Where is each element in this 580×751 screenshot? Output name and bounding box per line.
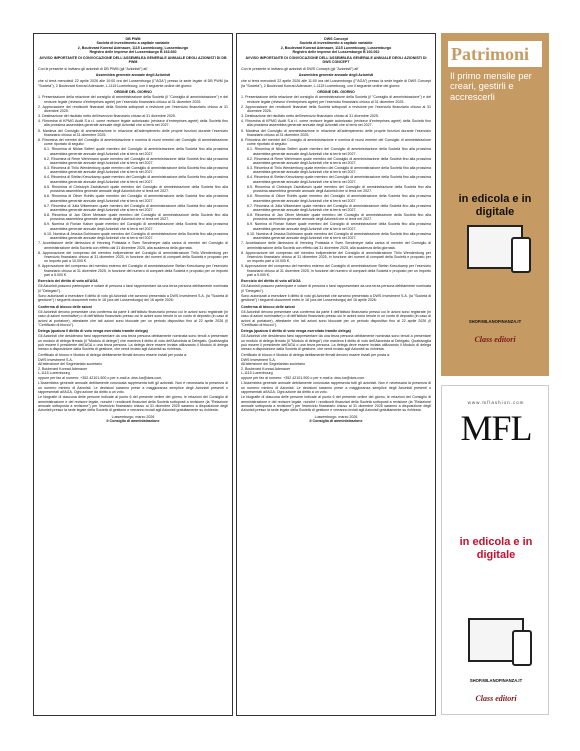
patrimoni-brand-text: Patrimoni: [451, 44, 529, 64]
cert-text: Certificato di blocco e Modulo di delega debitamente firmati devono essere inviati per posta a:: [241, 352, 391, 357]
agenda-subitem: 6.3. Rinomina di Thilo Wendenburg quale membro del Consiglio di amministrazione della Società fino alla prossima assemblea generale annuale degli Azionisti che si terrà nel 2027.: [44, 166, 228, 175]
agenda-item: 4. Rinomina di KPMG Audit S.à r.l. come revisore legale autorizzato (réviseur d'entreprises agréé) della Società fino alla prossima assemblea generale annuale degli Azionisti che si terrà nel 2027.: [241, 119, 431, 128]
address-line: DWS Investment S.A.: [38, 357, 73, 362]
address-line: L-1115 Luxembourg: [38, 370, 70, 375]
agenda-subitem: 6.2. Rinomina di Rene Wehrmann quale membro del Consiglio di amministrazione della Società fino alla prossima assemblea generale annuale degli Azionisti che si terrà nel 2027.: [247, 156, 431, 165]
majority-text: L'Assemblea generale annuale debitamente convocata rappresenta tutti gli azionisti. Non è necessaria la presenza di un numero minimo di Azionisti. Le decisioni saranno prese a maggioranza semplice degli Azionisti presenti o rappresentati all'AGA. Ogni azione dà diritto a un voto.: [241, 381, 431, 395]
proxy-heading: Delega (qualora il diritto di voto venga esercitato tramite delega): [241, 329, 351, 334]
agenda-subitem: 6.4. Rinomina di Stefan Kreuzkamp quale membro del Consiglio di amministrazione della Società fino alla prossima assemblea generale annuale degli Azionisti che si terrà nel 2027.: [44, 175, 228, 184]
proxy-text: Gli Azionisti che desiderano farsi rappresentare da una terza persona debitamente nominata sono tenuti a presentare un modulo di delega firmato (il "Modulo di delega") che manleva il diritto di voto dell'Azionista al Delegato. Qualsivoglia può essere il presidente dell'AGA o una terza persona. La delega deve essere inviata utilizzando il Modulo di delega messo a disposizione dalla Società di gestione, che verrà inviato agli Azionisti su richiesta.: [38, 334, 228, 352]
address-line: L-1115 Luxembourg: [241, 370, 273, 375]
documents-text: Le biografie di ciascuna delle persone indicate al punto 6 del presente ordine del giorno, le relazioni del Consiglio di amministrazione e del revisore legale, nonché i rendiconti finanziari della Società sottoposti a revisione (la "Relazione annuale sottoposta a revisione") per l'esercizio finanziario chiuso al 31 dicembre 2025 saranno a disposizione degli Azionisti presso la sede legale della Società di gestione e verranno inviati agli Azionisti gratuitamente su richiesta.: [38, 395, 228, 413]
company-name: DB PWM: [125, 37, 141, 41]
fax-text: oppure per fax al numero: +352 42101-900 o per e-mail a: dws.lux@dws.com.: [38, 376, 163, 381]
address-line: 2, Boulevard Konrad Adenauer: [241, 366, 291, 371]
patrimoni-shop-link[interactable]: SHOP.MILANOFINANZA.IT: [468, 319, 522, 324]
patrimoni-logo: [448, 41, 542, 67]
agenda-item: 6. Rinomina dei membri del Consiglio di amministrazione e nomina di nuovi membri del Consiglio di amministrazione come riportato di seguito:: [241, 137, 431, 147]
company-desc: Società di investimento a capitale variabile: [299, 41, 373, 46]
block-heading: Conferma di blocco delle azioni: [38, 304, 92, 309]
agenda-item: 9. Approvazione del compenso del membro esterno del Consiglio di amministrazione Stefan Kreuzkamp per l'esercizio finanziario chiuso al 31 dicembre 2025, in funzione del numero di comparti della Società e proposto per un importo pari a 5.000 €.: [241, 264, 431, 277]
agenda-item: 3. Destinazione del risultato netto dell'esercizio finanziario chiuso al 31 dicembre 2025.: [241, 114, 379, 119]
meeting-detail: che si terrà mercoledì 22 aprile 2026 alle 11:00 ora del Lussemburgo (l'"AGA") presso la sede legale di DWS Concept (la "Società"), 2 Boulevard Konrad Adenauer, L-1115 Luxembourg, con il seguente ordine del giorno:: [241, 79, 431, 88]
patrimoni-edicola-text: in edicola e in digitale: [458, 193, 532, 218]
agenda-subitem: 6.8. Rinomina di Jan Oliver Meissler quale membro del Consiglio di amministrazione della Società fino alla prossima assemblea generale annuale degli Azionisti che si terrà nel 2027.: [247, 213, 431, 222]
agenda-subitem: 6.7. Rinomina di Julia Witzemann quale membro del Consiglio di amministrazione della Società fino alla prossima assemblea generale annuale degli Azionisti che si terrà nel 2027.: [247, 203, 431, 212]
company-name: DWS Concept: [324, 37, 348, 41]
agenda-item: 5. Manleva del Consiglio di amministrazione in relazione all'adempimento delle proprie funzioni durante l'esercizio finanziario chiuso al 31 dicembre 2025.: [38, 128, 228, 137]
meeting-name: Assemblea generale annuale degli Azionisti: [95, 73, 171, 78]
class-editori-logo: Class editori: [474, 335, 516, 344]
meeting-detail: che si terrà mercoledì 22 aprile 2026 alle 10:00 ora del Lussemburgo (l'"AGA") presso la sede legale di DB PWM (la "Società"), 2 Boulevard Konrad Adenauer, L-1115 Luxembourg, con il seguente ordine del giorno:: [38, 79, 228, 88]
agenda-item: 3. Destinazione del risultato netto dell'esercizio finanziario chiuso al 31 dicembre 2025.: [38, 114, 176, 119]
address-line: 2, Boulevard Konrad Adenauer: [38, 366, 88, 371]
agenda-subitem: 6.5. Rinomina di Christoph Zschätzsch quale membro del Consiglio di amministrazione della Società fino alla prossima assemblea generale annuale degli Azionisti che si terrà nel 2027.: [247, 184, 431, 194]
agenda-subitem: 6.10. Nomina di Jessica Dohlmann quale membro del Consiglio di amministrazione della Società fino alla prossima assemblea generale annuale degli Azionisti che si terrà nel 2027.: [44, 231, 228, 241]
agenda-subitem: 6.10. Nomina di Jessica Dohlmann quale membro del Consiglio di amministrazione della Società fino alla prossima assemblea generale annuale degli Azionisti che si terrà nel 2027.: [247, 231, 431, 241]
vote-text: Gli Azionisti possono partecipare e votare di persona o farsi rappresentare da una terza persona debitamente nominata (il "Delegato").: [38, 284, 228, 293]
agenda-subitem: 6.1. Rinomina di Niklas Seifert quale membro del Consiglio di amministrazione della Società fino alla prossima assemblea generale annuale degli Azionisti che si terrà nel 2027.: [247, 147, 431, 156]
agenda-subitem: 6.6. Rinomina di Oliver Rohlfs quale membro del Consiglio di amministrazione della Società fino alla prossima assemblea generale annuale degli Azionisti che si terrà nel 2027.: [247, 194, 431, 203]
signature: Il Consiglio di amministrazione: [309, 418, 363, 423]
patrimoni-tagline: Il primo mensile per creari, gestirli e accrescerli: [450, 70, 532, 102]
proxy-heading: Delega (qualora il diritto di voto venga esercitato tramite delega): [38, 329, 148, 334]
company-address: 2, Boulevard Konrad Adenauer, 1115 Luxembourg, Lussemburgo: [280, 45, 392, 50]
notice-title: AVVISO IMPORTANTE DI CONVOCAZIONE DELL'ASSEMBLEA GENERALE ANNUALE DEGLI AZIONISTI DI DB PWM: [39, 56, 227, 65]
agenda-subitem: 6.9. Nomina di Florian Kaiser quale membro del Consiglio di amministrazione della Società fino alla prossima assemblea generale annuale degli Azionisti che si terrà nel 2027.: [44, 222, 228, 231]
notice-intro: Con le presente si invitano gli azionisti di DB PWM (gli "Azionisti") all': [38, 66, 148, 71]
place-date: Lussemburgo, marzo 2026: [314, 414, 358, 419]
agenda-item: 8. Approvazione del compenso del membro indipendente del Consiglio di amministrazione Thilo Wendenburg per l'esercizio finanziario chiuso al 31 dicembre 2025, in funzione dei numeri di comparti della Società e proposto per un importo pari a 10.000 €.: [241, 250, 431, 264]
vote-text: Gli Azionisti possono partecipare e votare di persona o farsi rappresentare da una terza persona debitamente nominata (il "Delegato").: [241, 284, 431, 293]
vote-heading: Esercizio del diritto di voto all'AGA: [241, 279, 301, 284]
agenda-item: 2. Approvazione dei rendiconti finanziari della Società sottoposti a revisione per l'esercizio finanziario chiuso al 31 dicembre 2025.: [38, 104, 228, 113]
block-text: Gli Azionisti devono presentare una conferma da parte il dell'istituto finanziario presso cui le azioni sono registrate (in caso di azioni nominative) o di dell'istituto finanziario presso cui le azioni sono tenute in un conto di deposito (in caso di azioni al portatore), attestante che tali azioni sono bloccate per un periodo dispositivo fino al 22 aprile 2026 (il "Certificato di blocco").: [241, 309, 431, 327]
block-text: Gli Azionisti devono presentare una conferma da parte il dell'istituto finanziario presso cui le azioni sono registrate (in caso di azioni nominative) o di dell'istituto finanziario presso cui le azioni sono tenute in un conto di deposito (in caso di azioni al portatore), attestante che tali azioni sono bloccate per un periodo dispositivo fino al 22 aprile 2026 (il "Certificato di blocco").: [38, 309, 228, 327]
majority-text: L'Assemblea generale annuale debitamente convocata rappresenta tutti gli azionisti. Non è necessaria la presenza di un numero minimo di Azionisti. Le decisioni saranno prese a maggioranza semplice degli Azionisti presenti o rappresentati all'AGA. Ogni azione dà diritto a un voto.: [38, 381, 228, 395]
agenda-item: 7. Accettazione delle dimissioni di Henning Potstada e Sven Sendmeyer dalla carica di membri del Consiglio di amministrazione della Società con effetto dal 31 dicembre 2025, alla scadenza della giornata.: [38, 241, 228, 250]
agenda-item: 2. Approvazione dei rendiconti finanziari della Società sottoposti a revisione per l'esercizio finanziario chiuso al 31 dicembre 2025.: [241, 104, 431, 113]
agenda-subitem: 6.5. Rinomina di Christoph Zschätzsch quale membro del Consiglio di amministrazione della Società fino alla prossima assemblea generale annuale degli Azionisti che si terrà nel 2027.: [44, 184, 228, 194]
agenda-subitem: 6.7. Rinomina di Julia Witzemann quale membro del Consiglio di amministrazione della Società fino alla prossima assemblea generale annuale degli Azionisti che si terrà nel 2027.: [44, 203, 228, 212]
agenda-item: 1. Presentazione della relazione del consiglio di amministrazione della Società (il "Consiglio di amministrazione") e del revisore legale (réviseur d'entreprises agréé) per l'esercizio finanziario chiuso al 31 dicembre 2025.: [241, 95, 431, 104]
agenda-item: 8. Approvazione del compenso del membro indipendente del Consiglio di amministrazione Thilo Wendenburg per l'esercizio finanziario chiuso al 31 dicembre 2025, in funzione dei numeri di comparti della Società e proposto per un importo pari a 10.000 €.: [38, 250, 228, 264]
agenda-subitem: 6.9. Nomina di Florian Kaiser quale membro del Consiglio di amministrazione della Società fino alla prossima assemblea generale annuale degli Azionisti che si terrà nel 2027.: [247, 222, 431, 231]
agenda-item: 4. Rinomina di KPMG Audit S.à r.l. come revisore legale autorizzato (réviseur d'entreprises agréé) della Società fino alla prossima assemblea generale annuale degli Azionisti che si terrà nel 2027.: [38, 119, 228, 128]
notice-dws-concept: [236, 33, 436, 716]
vote-text-2: Sono autorizzati a esercitare il diritto di voto gli Azionisti che avranno presentato a DWS Investment S.A. (la "Società di gestione") i seguenti documenti entro le 18 (ora del Lussemburgo) del 16 aprile 2026:: [241, 294, 431, 303]
company-address: 2, Boulevard Konrad Adenauer, 1115 Luxembourg, Lussemburgo: [77, 45, 189, 50]
agenda-subitem: 6.3. Rinomina di Thilo Wendenburg quale membro del Consiglio di amministrazione della Società fino alla prossima assemblea generale annuale degli Azionisti che si terrà nel 2027.: [247, 166, 431, 175]
notice-title: AVVISO IMPORTANTE DI CONVOCAZIONE DELL'ASSEMBLEA GENERALE ANNUALE DEGLI AZIONISTI DI DWS CONCEPT: [245, 56, 427, 65]
mfl-logo: MFL: [460, 408, 532, 448]
class-editori-logo: Class editori: [475, 694, 517, 703]
agenda-subitem: 6.2. Rinomina di Rene Wehrmann quale membro del Consiglio di amministrazione della Società fino alla prossima assemblea generale annuale degli Azionisti che si terrà nel 2027.: [44, 156, 228, 165]
agenda-subitem: 6.6. Rinomina di Oliver Rohlfs quale membro del Consiglio di amministrazione della Società fino alla prossima assemblea generale annuale degli Azionisti che si terrà nel 2027.: [44, 194, 228, 203]
address-line: All'attenzione del Segretariato societario: [38, 362, 103, 367]
notice-db-pwm: [33, 33, 233, 716]
mfl-url[interactable]: www.mflashion.com: [467, 400, 525, 405]
notice-intro: Con le presente si invitano gli azionisti di DWS Concept (gli "Azionisti") all': [241, 66, 359, 71]
agenda-item: 5. Manleva del Consiglio di amministrazione in relazione all'adempimento delle proprie funzioni durante l'esercizio finanziario chiuso al 31 dicembre 2025.: [241, 128, 431, 137]
agenda-subitem: 6.8. Rinomina di Jan Oliver Meissler quale membro del Consiglio di amministrazione della Società fino alla prossima assemblea generale annuale degli Azionisti che si terrà nel 2027.: [44, 213, 228, 222]
fax-text: oppure per fax al numero: +352 42101-900 o per e-mail a: dws.lux@dws.com.: [241, 376, 366, 381]
agenda-item: 6. Rinomina dei membri del Consiglio di amministrazione e nomina di nuovi membri del Consiglio di amministrazione come riportato di seguito:: [38, 137, 228, 147]
agenda-subitem: 6.1. Rinomina di Niklas Seifert quale membro del Consiglio di amministrazione della Società fino alla prossima assemblea generale annuale degli Azionisti che si terrà nel 2027.: [44, 147, 228, 156]
block-heading: Conferma di blocco delle azioni: [241, 304, 295, 309]
mfl-edicola-text: in edicola e in digitale: [459, 536, 533, 561]
meeting-name: Assemblea generale annuale degli Azionisti: [298, 73, 374, 78]
company-register: Registro delle imprese del Lussemburgo B 163.660: [89, 49, 177, 54]
agenda-subitem: 6.4. Rinomina di Stefan Kreuzkamp quale membro del Consiglio di amministrazione della Società fino alla prossima assemblea generale annuale degli Azionisti che si terrà nel 2027.: [247, 175, 431, 184]
ad-mfl[interactable]: [441, 385, 549, 715]
documents-text: Le biografie di ciascuna delle persone indicate al punto 6 del presente ordine del giorno, le relazioni del Consiglio di amministrazione e del revisore legale, nonché i rendiconti finanziari della Società sottoposti a revisione (la "Relazione annuale sottoposta a revisione") per l'esercizio finanziario chiuso al 31 dicembre 2025 saranno a disposizione degli Azionisti presso la sede legale della Società di gestione e verranno inviati agli Azionisti gratuitamente su richiesta.: [241, 395, 431, 413]
vote-text-2: Sono autorizzati a esercitare il diritto di voto gli Azionisti che avranno presentato a DWS Investment S.A. (la "Società di gestione") i seguenti documenti entro le 18 (ora del Lussemburgo) del 16 aprile 2026:: [38, 294, 228, 303]
agenda-item: 9. Approvazione del compenso del membro esterno del Consiglio di amministrazione Stefan Kreuzkamp per l'esercizio finanziario chiuso al 31 dicembre 2025, in funzione del numero di comparti della Società e proposto per un importo pari a 5.000 €.: [38, 264, 228, 277]
phone-icon: [512, 630, 532, 666]
place-date: Lussemburgo, marzo 2026: [111, 414, 155, 419]
agenda-item: 7. Accettazione delle dimissioni di Henning Potstada e Sven Sendmeyer dalla carica di membri del Consiglio di amministrazione della Società con effetto dal 31 dicembre 2025, alla scadenza della giornata.: [241, 241, 431, 250]
address-line: All'attenzione del Segretariato societario: [241, 362, 306, 367]
phone-icon: [511, 237, 531, 273]
agenda-heading: ORDINE DEL GIORNO: [114, 89, 152, 94]
proxy-text: Gli Azionisti che desiderano farsi rappresentare da una terza persona debitamente nominata sono tenuti a presentare un modulo di delega firmato (il "Modulo di delega") che manleva il diritto di voto dell'Azionista al Delegato. Qualsivoglia può essere il presidente dell'AGA o una terza persona. La delega deve essere inviata utilizzando il Modulo di delega messo a disposizione dalla Società di gestione, che verrà inviato agli Azionisti su richiesta.: [241, 334, 431, 352]
ad-patrimoni[interactable]: [441, 33, 549, 376]
mfl-shop-link[interactable]: SHOP.MILANOFINANZA.IT: [469, 678, 523, 683]
signature: Il Consiglio di amministrazione: [106, 418, 160, 423]
company-desc: Società di investimento a capitale variabile: [96, 41, 170, 46]
agenda-list: [241, 95, 431, 277]
company-register: Registro delle imprese del Lussemburgo B 160.062: [292, 49, 380, 54]
agenda-list: [38, 95, 228, 277]
vote-heading: Esercizio del diritto di voto all'AGA: [38, 279, 98, 284]
agenda-item: 1. Presentazione della relazione del consiglio di amministrazione della Società (il "Consiglio di amministrazione") e del revisore legale (réviseur d'entreprises agréé) per l'esercizio finanziario chiuso al 31 dicembre 2025.: [38, 95, 228, 104]
address-line: DWS Investment S.A.: [241, 357, 276, 362]
agenda-heading: ORDINE DEL GIORNO: [317, 89, 355, 94]
cert-text: Certificato di blocco e Modulo di delega debitamente firmati devono essere inviati per posta a:: [38, 352, 188, 357]
